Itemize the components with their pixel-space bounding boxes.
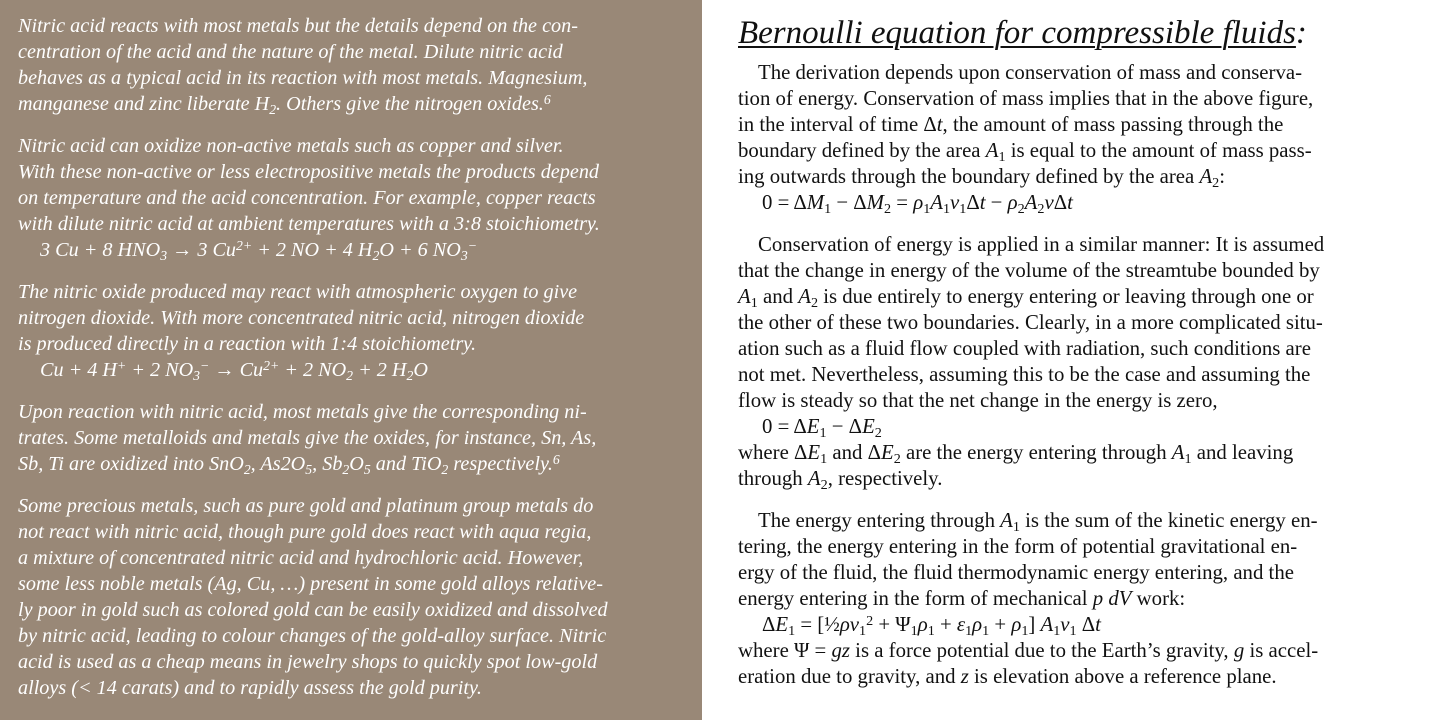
energy-entering-equation: $\Delta E_1$ = $[\frac{1}{2}\rho v_1^2 + \Psi_1\rho_1 + \varepsilon_1\rho_1 + \rho_1]$ $A_1v_1$ Δt [762,613,1101,639]
energy-equation: $0 = \Delta E_1 - \Delta E_2$ [762,415,882,441]
right-panel [702,0,1440,720]
energy-where-paragraph: where $\Delta E_1$ and $\Delta E_2$ are the energy entering through $A_1$ and leaving through $A_2$, respectively. [738,441,1294,493]
mass-conservation-paragraph: The derivation depends upon conservation of mass and conserva- tion of energy. Conservation of mass implies that in the above figure, in the interval of time Δt, the amount of mass passing through the boundary defined by the area $A_1$ is equal to the amount of mass pass- ing outwards through the boundary defined by the area $A_2$: [738,61,1314,191]
left-paragraph-2: Nitric acid can oxidize non-active metals such as copper and silver. With these non-active or less electropositive metals the products depend on temperature and the acid concentration. For example, copper reacts with dilute nitric acid at ambient temperatures with a 3:8 stoichiometry. [18,135,600,235]
left-paragraph-4: Upon reaction with nitric acid, most metals give the corresponding ni- trates. Some metalloids and metals give the oxides, for instance, Sn, As, Sb, Ti are oxidized into SnO$_2$, $As2O_5$, $Sb_2O_5$ and TiO$_2$ respectively.$^6$ [18,401,597,477]
left-paragraph-3: The nitric oxide produced may react with atmospheric oxygen to give nitrogen dioxide. With more concentrated nitric acid, nitrogen dioxide is produced directly in a reaction with 1:4 stoichiometry. [18,281,585,355]
energy-entering-paragraph: The energy entering through $A_1$ is the sum of the kinetic energy en- tering, the energy entering in the form of potential gravitational en- ergy of the fluid, the fluid thermodynamic energy entering, and the energy entering in the form of mechanical p dV work: [738,509,1318,610]
gravity-where-paragraph: where Ψ = gz is a force potential due to the Earth’s gravity, g is accel- eration due to gravity, and z is elevation above a reference plane. [738,639,1319,688]
left-paragraph-5: Some precious metals, such as pure gold and platinum group metals do not react with nitric acid, though pure gold does react with aqua regia, a mixture of concentrated nitric acid and hydrochloric acid. However, some less noble metals (Ag, Cu, …) present in some gold alloys relative- ly poor in gold such as colored gold can be easily oxidized and dissolved by nitric acid, leading to colour changes of the gold-alloy surface. Nitric acid is used as a cheap means in jewelry shops to quickly spot low-gold alloys (< 14 carats) and to rapidly assess the gold purity. [18,495,608,699]
mass-equation: $0 = \Delta M_1 - \Delta M_2 = \rho_1A_1v_1\Delta t - \rho_2A_2v\Delta t$ [762,191,1073,217]
copper-dilute-equation: 3 Cu + 8 $HNO_3 \to 3$ $Cu^{2+} + 2$ NO + 4 $H_2O + 6$ $NO_3^-$ [40,238,477,263]
copper-concentrated-equation: Cu + 4 H+ + 2 $NO_3^- \to Cu^{2+} + 2$ $NO_2 + 2$ $H_2O$ [40,358,428,383]
energy-conservation-paragraph: Conservation of energy is applied in a similar manner: It is assumed that the change in energy of the volume of the streamtube bounded by $A_1$ and $A_2$ is due entirely to energy entering or leaving through one or the other of these two boundaries. Clearly, in a more complicated situ- ation such as a fluid flow coupled with radiation, such conditions are not met. Nevertheless, assuming this to be the case and assuming the flow is steady so that the net change in the energy is zero, [738,233,1325,412]
left-panel [0,0,702,720]
left-paragraph-1: Nitric acid reacts with most metals but the details depend on the con- centration of the acid and the nature of the metal. Dilute nitric acid behaves as a typical acid in its reaction with most metals. Magnesium, manganese and zinc liberate $H_2$. Others give the nitrogen oxides.$^6$ [18,15,588,117]
page-title: Bernoulli equation for compressible fluids: [738,15,1307,51]
